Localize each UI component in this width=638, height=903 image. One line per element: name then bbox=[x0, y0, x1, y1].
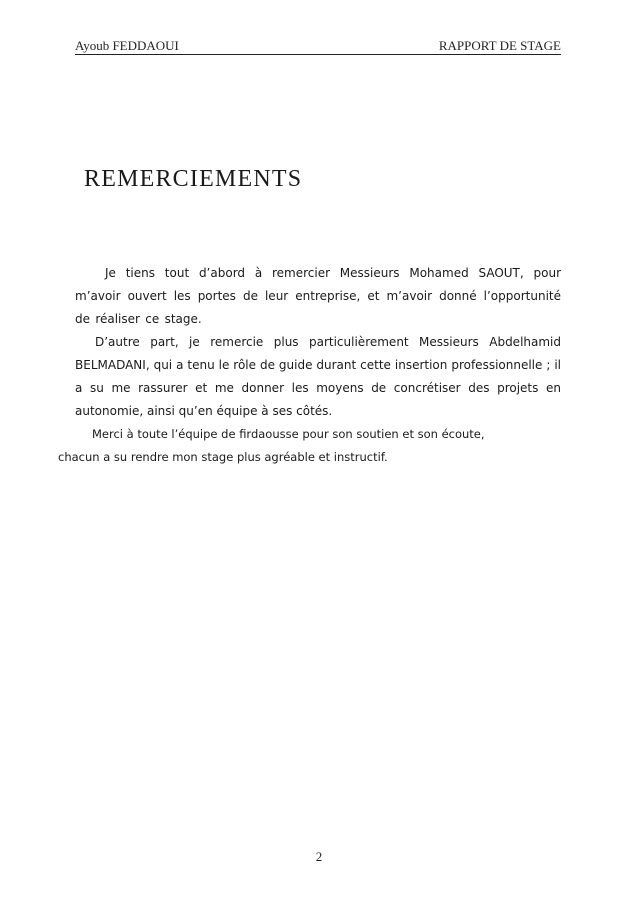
paragraph-3-line-1: Merci à toute l’équipe de firdaousse pour son soutien et son écoute, bbox=[92, 427, 485, 441]
paragraph-2: D’autre part, je remercie plus particulièrement Messieurs Abdelhamid BELMADANI, qui a tenu le rôle de guide durant cette insertion professionnelle ; il a su me rassurer et me donner les moyens de concrétiser des projets en autonomie, ainsi qu’en équipe à ses côtés. bbox=[75, 335, 561, 418]
header-author: Ayoub FEDDAOUI bbox=[75, 38, 179, 53]
paragraph-3 bbox=[58, 423, 561, 469]
page-number: 2 bbox=[315, 849, 323, 864]
paragraph-1: Je tiens tout d’abord à remercier Messieurs Mohamed SAOUT, pour m’avoir ouvert les portes de leur entreprise, et m’avoir donné l’opportunité de réaliser ce stage. bbox=[75, 266, 561, 326]
header-report-type: RAPPORT DE STAGE bbox=[438, 38, 561, 53]
paragraph-3-line-2: chacun a su rendre mon stage plus agréable et instructif. bbox=[58, 450, 388, 464]
page-title: REMERCIEMENTS bbox=[84, 166, 303, 192]
acknowledgements-body bbox=[58, 262, 561, 469]
page-header bbox=[75, 37, 561, 55]
page-footer bbox=[0, 849, 638, 865]
